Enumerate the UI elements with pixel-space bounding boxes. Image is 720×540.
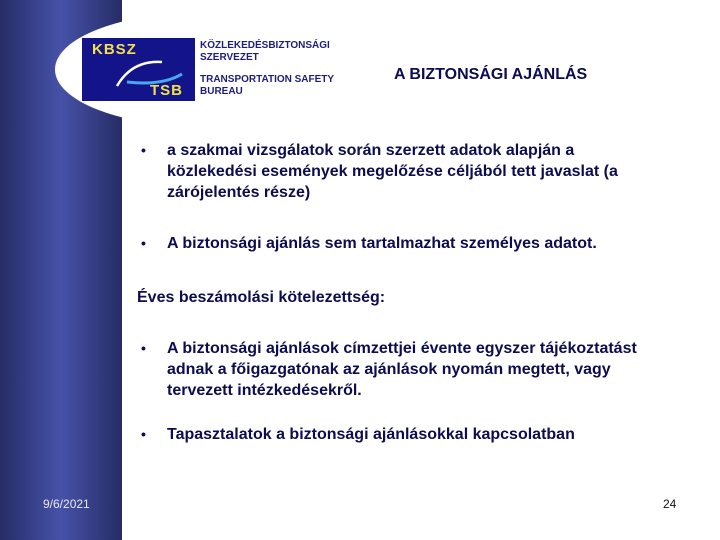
org-line: BUREAU [200, 86, 243, 97]
bullet-text: Tapasztalatok a biztonsági ajánlásokkal kapcsolatban [167, 426, 575, 443]
org-line: SZERVEZET [200, 52, 259, 63]
slide-title: A BIZTONSÁGI AJÁNLÁS [394, 66, 588, 83]
bullet-item [141, 338, 667, 401]
bullet-text: a szakmai vizsgálatok során szerzett adatok alapján a közlekedési események megelőzése céljából tett javaslat (a zárójelentés része) [167, 142, 618, 201]
logo-tsb: TSB [150, 82, 183, 99]
org-line: KÖZLEKEDÉSBIZTONSÁGI [200, 40, 330, 51]
bullet-item [141, 233, 667, 254]
subheading: Éves beszámolási kötelezettség: [137, 289, 386, 306]
logo-kbsz: KBSZ [92, 41, 137, 58]
bullet-item [141, 424, 667, 445]
bullet-icon: • [141, 142, 146, 158]
bullet-icon: • [141, 235, 146, 251]
bullet-icon: • [141, 340, 146, 356]
kbsz-logo [82, 38, 195, 101]
bullet-text: A biztonsági ajánlások címzettjei évente egyszer tájékoztatást adnak a főigazgatónak az ajánlások nyomán megtett, vagy tervezett intézkedésekről. [167, 340, 637, 399]
bullet-icon: • [141, 426, 146, 442]
bullet-item [141, 140, 667, 203]
bullet-text: A biztonsági ajánlás sem tartalmazhat személyes adatot. [167, 235, 597, 252]
page-number: 24 [663, 497, 677, 511]
organization-name [200, 40, 334, 98]
footer-date: 9/6/2021 [43, 497, 90, 511]
org-line: TRANSPORTATION SAFETY [200, 74, 335, 85]
